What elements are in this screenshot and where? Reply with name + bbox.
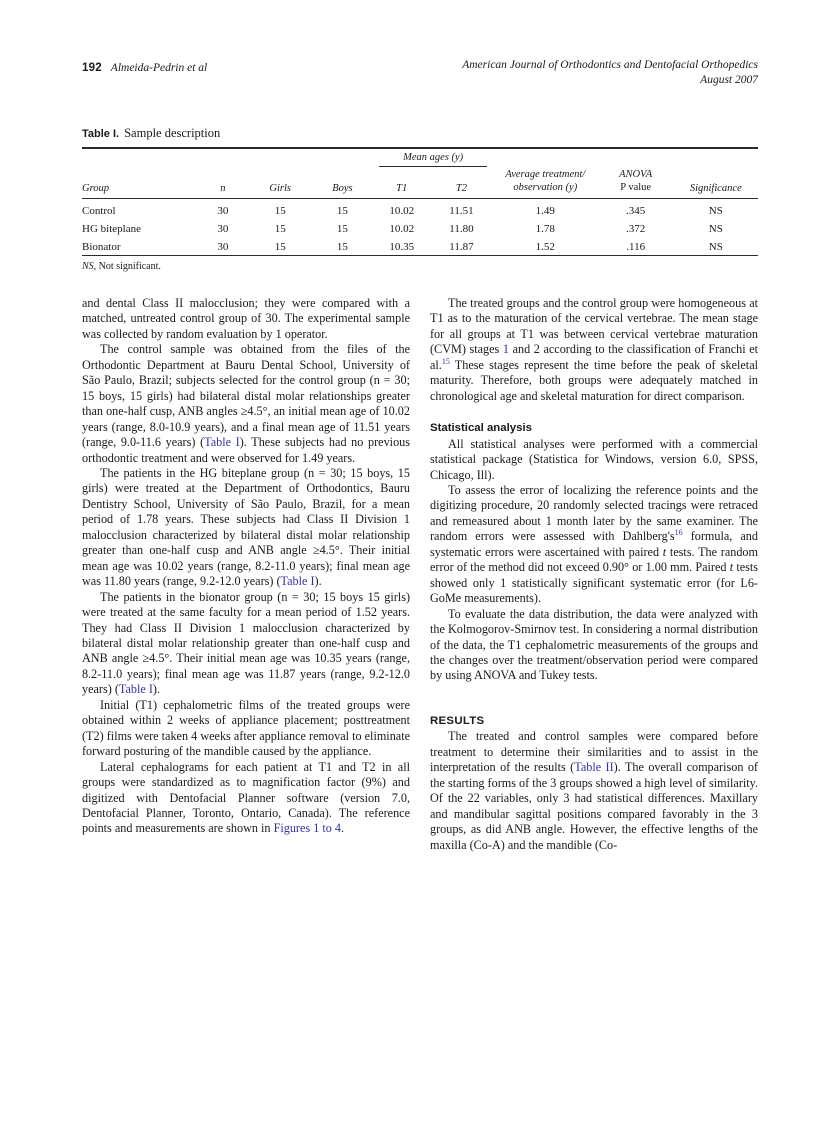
col-header-n: n — [220, 183, 226, 194]
table-caption-text: Sample description — [124, 126, 221, 140]
paragraph-data-distribution: To evaluate the data distribution, the data were analyzed with the Kolmogorov-Smirnov test. In considering a normal distribution of the data, the T1 cephalometric measurements of the groups and the changes over the treatment/observation period were compared by using ANOVA and Tukey tests. — [430, 606, 758, 683]
body-column-left — [82, 296, 410, 837]
cell-boys: 15 — [311, 199, 373, 220]
paragraph-text: These stages represent the time before the peak of skeletal maturity. Therefore, both groups were adequately matched in chronological age and skeletal maturation for direct comparison. — [430, 357, 758, 403]
cell-significance: NS — [708, 241, 723, 253]
col-header-anova-line2: P value — [620, 181, 652, 193]
cell-anova-p-value: .116 — [626, 241, 646, 253]
paragraph-text: The patients in the bionator group (n = 30; 15 boys 15 girls) were treated at the same faculty for a mean period of 1.52 years. They had Class II Division 1 malocclusion characterized by bilateral distal molar relationship greater than one-half cusp and ANB angle ≥4.5°. Their initial mean age was 10.35 years (range, 8.2-11.0 years); final mean age was 11.87 years (range, 9.2-12.0 years) ( — [82, 589, 410, 697]
table-row — [82, 237, 758, 256]
paragraph-results-comparison — [430, 729, 758, 853]
journal-title: American Journal of Orthodontics and Dentofacial Orthopedics — [462, 59, 758, 71]
col-header-average-treatment — [493, 169, 598, 199]
running-head — [82, 58, 758, 98]
paragraph-method-error — [430, 483, 758, 607]
cell-boys: 15 — [336, 223, 348, 235]
paragraph-text: ). — [314, 574, 322, 589]
paragraph-text: formula, and systematic errors were ascertained with paired — [430, 529, 758, 559]
table-body — [82, 199, 758, 257]
cell-girls: 15 — [274, 241, 286, 253]
col-header-average-line1: Average treatment/ — [505, 169, 586, 180]
table-caption — [82, 126, 758, 141]
paragraph-text: . — [340, 821, 344, 836]
paragraph-lateral-cephalograms — [82, 760, 410, 837]
table-footnote-text: , Not significant. — [93, 261, 161, 272]
table-row — [82, 219, 758, 237]
paragraph-text: The patients in the HG biteplane group (n = 30; 15 boys, 15 girls) were treated at the Department of Orthodontics, Bauru Dentistry School, University of São Paulo, Brazil, for a mean period of 1.78 years. These subjects had Class II Division 1 malocclusion characterized by bilateral distal molar relationship greater than one-half cusp and ANB angle ≥4.5°. Their initial mean age was 10.02 years (range, 8.2-11.0 years); final mean age was 11.80 years (range, 9.2-12.0 years) ( — [82, 465, 410, 589]
paragraph-text: ). These subjects had no previous orthodontic treatment and were observed for 1.49 years. — [82, 435, 410, 465]
cell-average-treatment: 1.49 — [493, 199, 598, 220]
paragraph-bionator-group — [82, 590, 410, 698]
cell-n: 30 — [197, 199, 249, 220]
paragraph-text: The control sample was obtained from the files of the Orthodontic Department at Bauru Dental School, University of São Paulo, Brazil; subjects selected for the control group (n = 30; 15 boys, 15 girls) had bilateral distal molar relationships greater than one-half cusp, ANB angles ≥4.5°, an initial mean age of 10.02 years (range, 8.0-10.9 years), and a final mean age of 11.51 years (range, 9.0-11.6 years) ( — [82, 342, 410, 450]
cell-significance: NS — [674, 199, 758, 220]
cell-group: Bionator — [82, 241, 121, 253]
italic-t: t — [729, 560, 734, 575]
col-header-anova-line1: ANOVA — [619, 169, 653, 180]
cell-n: 30 — [217, 241, 229, 253]
running-head-authors: Almeida-Pedrin et al — [110, 62, 208, 74]
cell-girls: 15 — [249, 199, 311, 220]
table-sample-description — [82, 126, 758, 272]
crossref-table-2[interactable]: Table II — [574, 760, 614, 775]
col-header-boys: Boys — [332, 183, 353, 194]
cell-t1: 10.02 — [389, 223, 415, 235]
paragraph-text: ). — [152, 682, 160, 697]
issue-date: August 2007 — [700, 73, 758, 86]
table-group-header-row — [82, 148, 758, 165]
cell-t2: 11.51 — [430, 199, 493, 220]
cell-girls: 15 — [274, 223, 286, 235]
table-row — [82, 199, 758, 220]
sample-description-table — [82, 147, 758, 256]
paragraph-text: The treated groups and the control group were homogeneous at T1 as to the maturation of the cervical vertebrae. The mean stage for all groups at T1 was between cervical vertebrae maturation (CVM) stages — [430, 296, 758, 357]
crossref-stage-1[interactable]: 1 — [502, 342, 509, 357]
table-footnote-abbr: NS — [82, 261, 94, 272]
col-header-girls: Girls — [269, 183, 291, 194]
cell-average-treatment: 1.78 — [535, 223, 555, 235]
cell-n: 30 — [217, 223, 229, 235]
table-caption-label: Table I. — [82, 128, 120, 140]
cell-t1: 10.35 — [389, 241, 415, 253]
cell-anova-p-value: .345 — [598, 199, 674, 220]
crossref-figures-1-to-4[interactable]: Figures 1 to 4 — [273, 821, 341, 836]
section-heading-statistical-analysis: Statistical analysis — [430, 422, 532, 435]
cell-anova-p-value: .372 — [626, 223, 646, 235]
cell-t1: 10.02 — [373, 199, 429, 220]
cell-significance: NS — [708, 223, 723, 235]
running-head-right — [462, 58, 758, 87]
running-head-left — [82, 58, 207, 76]
paragraph-cephalometric-films: Initial (T1) cephalometric films of the treated groups were obtained within 2 weeks of appliance placement; posttreatment (T2) films were taken 4 weeks after appliance removal to eliminate forward posturing of the mandible caused by the appliance. — [82, 697, 410, 759]
crossref-table-1[interactable]: Table I — [280, 574, 315, 589]
paragraph-text: Lateral cephalograms for each patient at T1 and T2 in all groups were standardized as to magnification factor (9%) and digitized with Dentofacial Planner software (version 7.0, Dentofacial Planner, Toronto, Ontario, Canada). The reference points and measurements are shown in — [82, 759, 410, 836]
table-column-header-row — [82, 169, 758, 199]
paragraph-continuation: and dental Class II malocclusion; they were compared with a matched, untreated control group of 30. The experimental sample was collected by random evaluation by 1 operator. — [82, 296, 410, 341]
paragraph-text: tests. The random error of the method did not exceed 0.90° or 1.00 mm. Paired — [430, 544, 758, 575]
col-header-t2: T2 — [455, 183, 467, 194]
paragraph-text: ). The overall comparison of the starting forms of the 3 groups showed a high level of similarity. Of the 22 variables, only 3 had statistical differences. Maxillary and mandibular sagittal positions compared favorably in the 3 groups, as did ANB angle. However, the effective lengths of the maxilla (Co-A) and the mandible (Co- — [430, 760, 758, 852]
col-header-anova-p-value — [598, 169, 674, 199]
italic-t: t — [662, 544, 667, 559]
cell-t2: 11.80 — [449, 223, 474, 235]
section-heading-results: RESULTS — [430, 714, 485, 727]
col-group-mean-ages: Mean ages (y) — [373, 148, 492, 165]
body-column-right — [430, 296, 758, 853]
citation-ref-15[interactable]: 15 — [441, 356, 450, 366]
citation-ref-16[interactable]: 16 — [674, 528, 683, 538]
table-bottom-rule-row — [82, 256, 758, 257]
table-head — [82, 148, 758, 199]
cell-group: HG biteplane — [82, 223, 141, 235]
col-header-significance: Significance — [689, 183, 742, 194]
paragraph-statistical-package: All statistical analyses were performed with a commercial statistical package (Statistica for Windows, version 6.0, SPSS, Chicago, Ill). — [430, 436, 758, 482]
table-footnote — [82, 261, 758, 272]
col-header-group: Group — [82, 183, 110, 194]
crossref-table-1[interactable]: Table I — [204, 435, 240, 450]
paragraph-text: and 2 according to the classification of Franchi et al. — [430, 342, 759, 372]
paragraph-hg-biteplane-group — [82, 466, 410, 590]
cell-average-treatment: 1.52 — [535, 241, 555, 253]
col-header-t1: T1 — [396, 183, 408, 194]
cell-boys: 15 — [336, 241, 348, 253]
crossref-table-1[interactable]: Table I — [118, 682, 153, 697]
paragraph-text: tests showed only 1 statistically significant systematic error (for L6-GoMe measurements). — [430, 560, 758, 606]
paragraph-text: To assess the error of localizing the reference points and the digitizing procedure, 20 randomly selected tracings were retraced and remeasured about 1 month later by the same examiner. The random errors were assessed with Dahlberg's — [430, 482, 758, 544]
page-number: 192 — [82, 62, 102, 74]
col-header-average-line2: observation (y) — [513, 181, 578, 193]
cell-t2: 11.87 — [449, 241, 474, 253]
paragraph-text: The treated and control samples were compared before treatment to determine their similarities and to assist in the interpretation of the results ( — [430, 729, 758, 775]
paragraph-cervical-maturation — [430, 296, 758, 404]
cell-group: Control — [82, 199, 197, 220]
paragraph-control-sample — [82, 342, 410, 466]
